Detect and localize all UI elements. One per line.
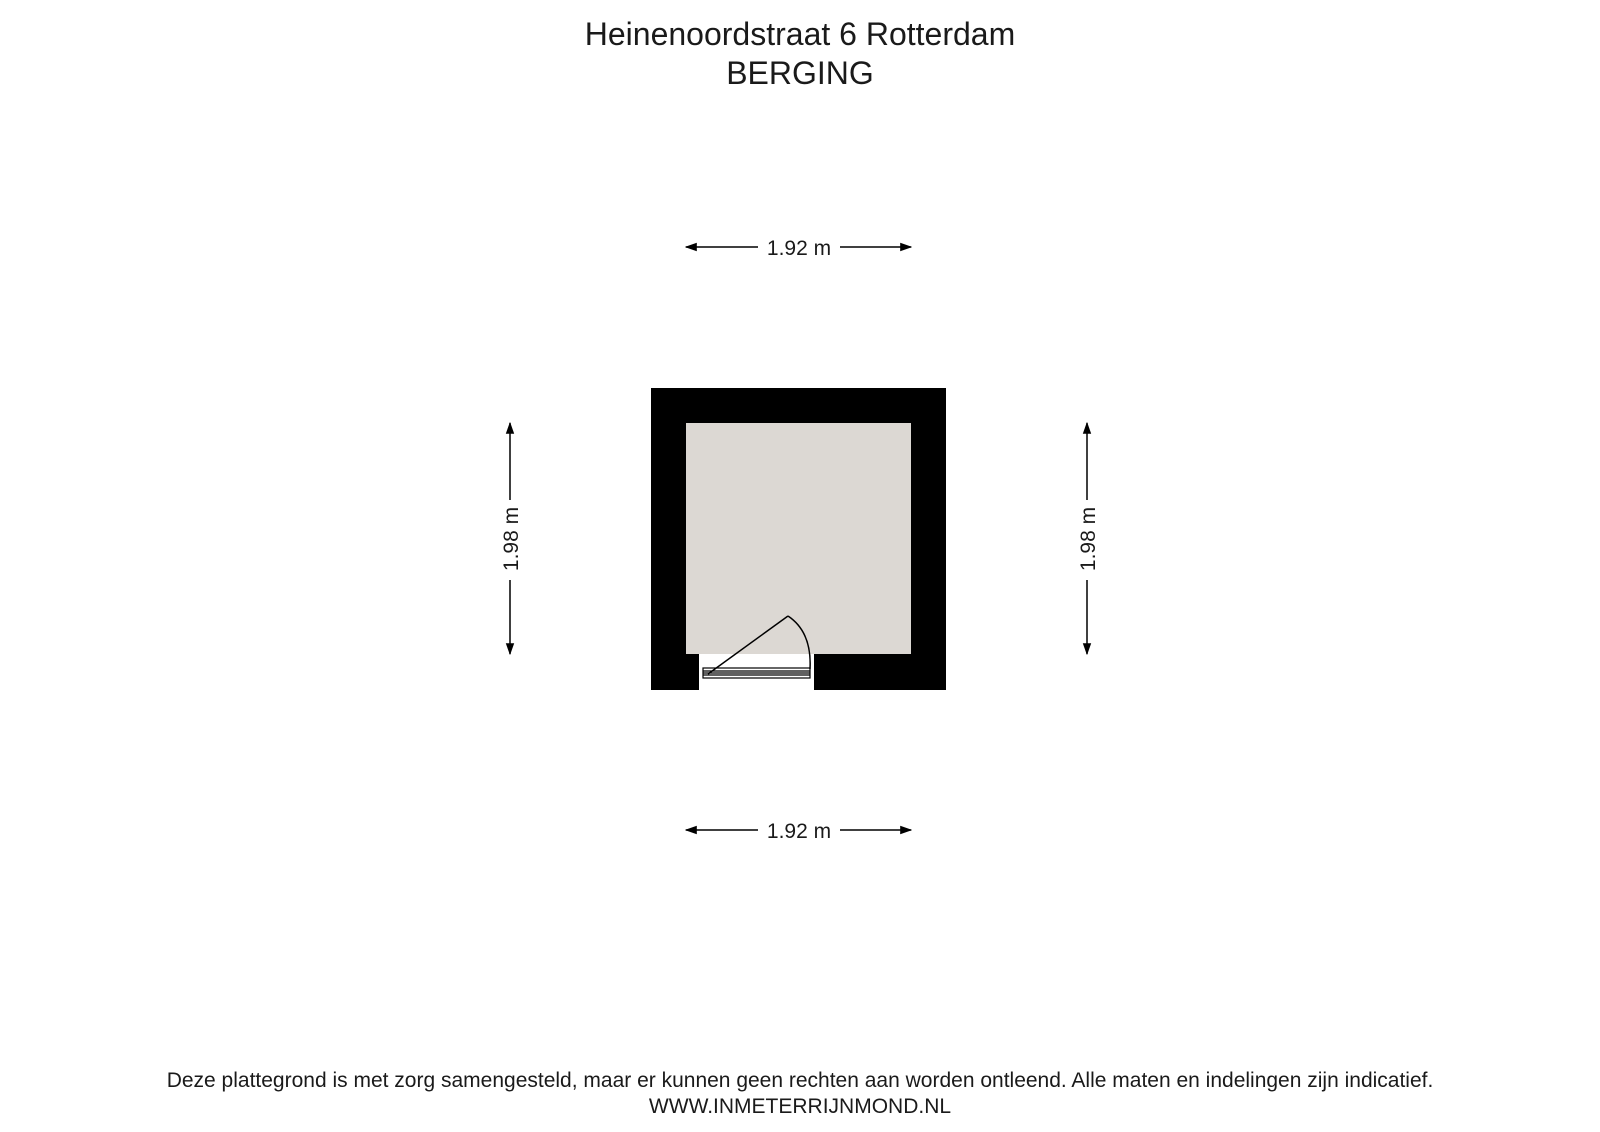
- dimension-bottom: [686, 820, 911, 843]
- room-floor: [686, 423, 911, 654]
- dimension-top: [686, 237, 911, 260]
- dimension-bottom-label: 1.92 m: [766, 820, 832, 843]
- door-opening: [699, 654, 814, 690]
- website-text: WWW.INMETERRIJNMOND.NL: [648, 1095, 952, 1118]
- page-title: Heinenoordstraat 6 Rotterdam: [584, 16, 1016, 52]
- dimension-left: [500, 423, 523, 654]
- room-name: BERGING: [726, 55, 874, 91]
- disclaimer-text: Deze plattegrond is met zorg samengesteld, maar er kunnen geen rechten aan worden ontleend. Alle maten en indelingen zijn indicatief.: [166, 1069, 1434, 1092]
- dimension-top-label: 1.92 m: [766, 237, 832, 260]
- dimension-right-label: 1.98 m: [1077, 506, 1100, 572]
- dimension-left-label: 1.98 m: [500, 506, 523, 572]
- dimension-right: [1077, 423, 1100, 654]
